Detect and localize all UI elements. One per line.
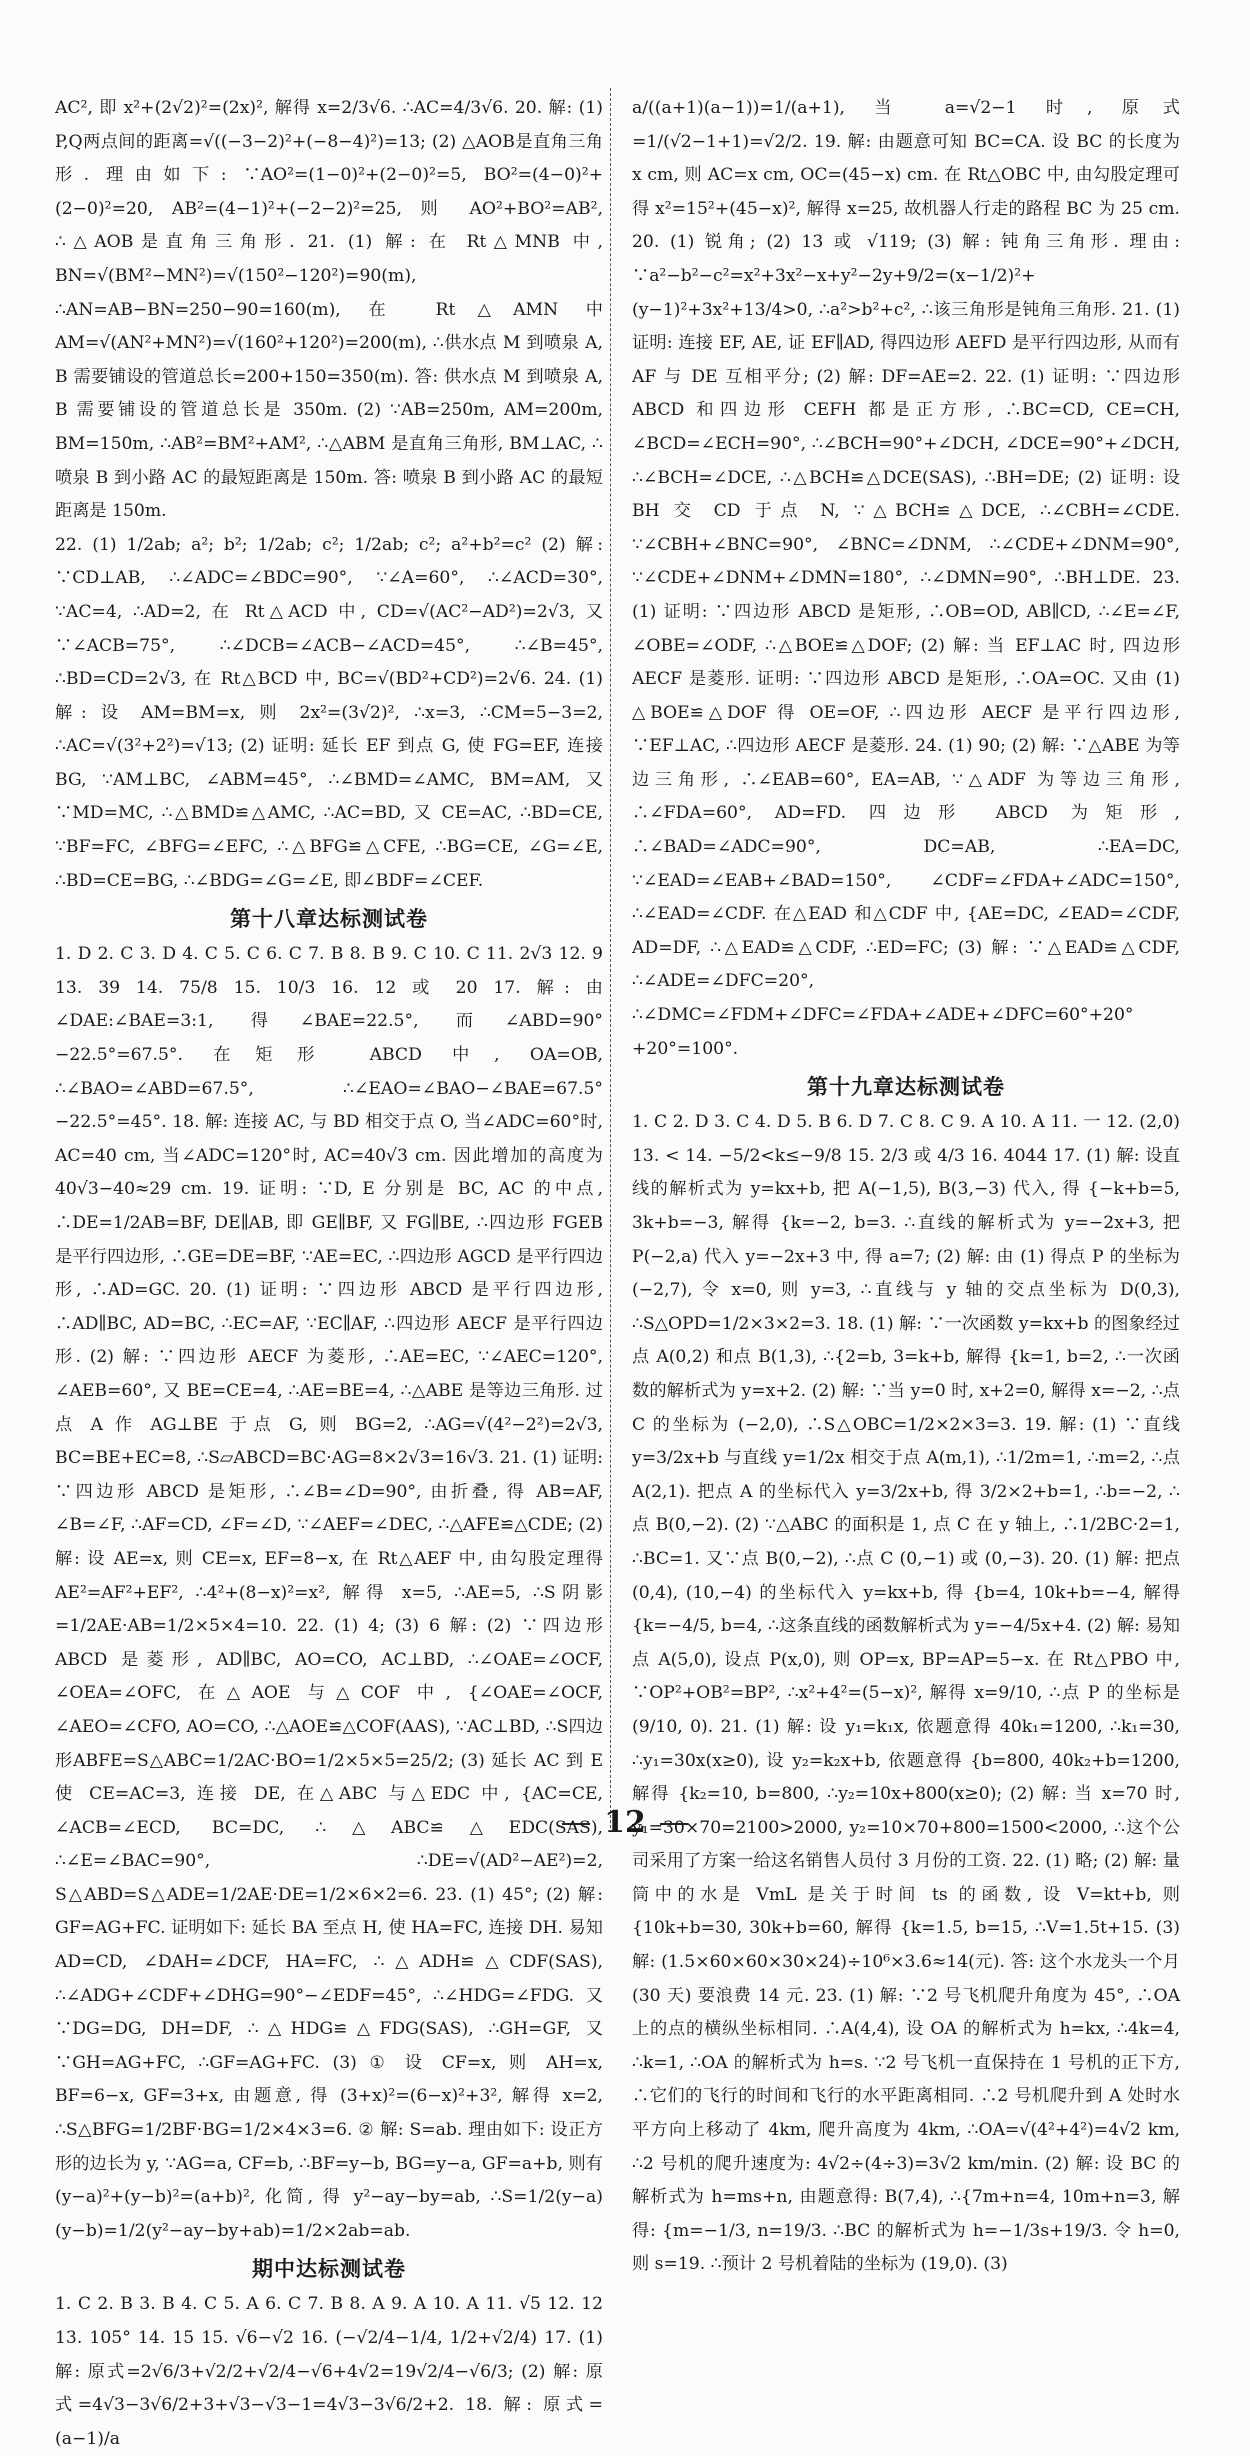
section-title: 期中达标测试卷 <box>252 2257 406 2282</box>
right-column <box>632 92 1180 2275</box>
answer-block: AC², 即 x²+(2√2)²=(2x)², 解得 x=2/3√6. ∴AC=4/3√6. 20. 解: (1) P,Q两点间的距离=√((−3−2)²+(−8−4)²)=13; (2) △AOB是直角三角形. 理由如下: ∵AO²=(1−0)²+(2−0)²=5, BO²=(4−0)²+(2−0)²=20, AB²=(4−1)²+(−2−2)²=25, 则 AO²+BO²=AB², ∴△AOB是直角三角形. 21. (1) 解: 在 Rt△MNB 中, BN=√(BM²−MN²)=√(150²−120²)=90(m), ∴AN=AB−BN=250−90=160(m), 在 Rt△AMN 中 AM=√(AN²+MN²)=√(160²+120²)=200(m), ∴供水点 M 到喷泉 A, B 需要铺设的管道总长=200+150=350(m). 答: 供水点 M 到喷泉 A, B 需要铺设的管道总长是 350m. (2) ∵AB=250m, AM=200m, BM=150m, ∴AB²=BM²+AM², ∴△ABM 是直角三角形, BM⊥AC, ∴喷泉 B 到小路 AC 的最短距离是 150m. 答: 喷泉 B 到小路 AC 的最短距离是 150m. <box>55 98 603 522</box>
column-divider <box>610 88 611 1828</box>
section-title: 第十八章达标测试卷 <box>230 907 428 932</box>
left-column <box>55 92 603 2449</box>
section-title: 第十九章达标测试卷 <box>807 1075 1005 1100</box>
answer-block: 1. C 2. D 3. C 4. D 5. B 6. D 7. C 8. C 9. A 10. A 11. 一 12. (2,0) 13. < 14. −5/2<k≤−9/8 15. 2/3 或 4/3 16. 4044 17. (1) 解: 设直线的解析式为 y=kx+b, 把 A(−1,5), B(3,−3) 代入, 得 {−k+b=5, 3k+b=−3, 解得 {k=−2, b=3. ∴直线的解析式为 y=−2x+3, 把 P(−2,a) 代入 y=−2x+3 中, 得 a=7; (2) 解: 由 (1) 得点 P 的坐标为 (−2,7), 令 x=0, 则 y=3, ∴直线与 y 轴的交点坐标为 D(0,3), ∴S△OPD=1/2×3×2=3. 18. (1) 解: ∵一次函数 y=kx+b 的图象经过点 A(0,2) 和点 B(1,3), ∴{2=b, 3=k+b, 解得 {k=1, b=2, ∴一次函数的解析式为 y=x+2. (2) 解: ∵当 y=0 时, x+2=0, 解得 x=−2, ∴点 C 的坐标为 (−2,0), ∴S△OBC=1/2×2×3=3. 19. 解: (1) ∵直线 y=3/2x+b 与直线 y=1/2x 相交于点 A(m,1), ∴1/2m=1, ∴m=2, ∴点 A(2,1). 把点 A 的坐标代入 y=3/2x+b, 得 3/2×2+b=1, ∴b=−2, ∴点 B(0,−2). (2) ∵△ABC 的面积是 1, 点 C 在 y 轴上, ∴1/2BC·2=1, ∴BC=1. 又∵点 B(0,−2), ∴点 C (0,−1) 或 (0,−3). 20. (1) 解: 把点 (0,4), (10,−4) 的坐标代入 y=kx+b, 得 {b=4, 10k+b=−4, 解得 {k=−4/5, b=4, ∴这条直线的函数解析式为 y=−4/5x+4. (2) 解: 易知点 A(5,0), 设点 P(x,0), 则 OP=x, BP=AP=5−x. 在 Rt△PBO 中, ∵OP²+OB²=BP², ∴x²+4²=(5−x)², 解得 x=9/10, ∴点 P 的坐标是 (9/10, 0). 21. (1) 解: 设 y₁=k₁x, 依题意得 40k₁=1200, ∴k₁=30, ∴y₁=30x(x≥0), 设 y₂=k₂x+b, 依题意得 {b=800, 40k₂+b=1200, 解得 {k₂=10, b=800, ∴y₂=10x+800(x≥0); (2) 解: 当 x=70 时, y₁=30×70=2100>2000, y₂=10×70+800=1500<2000, ∴这个公司采用了方案一给这名销售人员付 3 月份的工资. 22. (1) 略; (2) 解: 量筒中的水是 VmL 是关于时间 ts 的函数, 设 V=kt+b, 则 {10k+b=30, 30k+b=60, 解得 {k=1.5, b=15, ∴V=1.5t+15. (3) 解: (1.5×60×60×30×24)÷10⁶×3.6≈14(元). 答: 这个水龙头一个月 (30 天) 要浪费 14 元. 23. (1) 解: ∵2 号飞机爬升角度为 45°, ∴OA 上的点的横纵坐标相同. ∴A(4,4), 设 OA 的解析式为 h=kx, ∴4k=4, ∴k=1, ∴OA 的解析式为 h=s. ∵2 号飞机一直保持在 1 号机的正下方, ∴它们的飞行的时间和飞行的水平距离相同. ∴2 号机爬升到 A 处时水平方向上移动了 4km, 爬升高度为 4km, ∴OA=√(4²+4²)=4√2 km, ∴2 号机的爬升速度为: 4√2÷(4÷3)=3√2 km/min. (2) 解: 设 BC 的解析式为 h=ms+n, 由题意得: B(7,4), ∴{7m+n=4, 10m+n=3, 解得: {m=−1/3, n=19/3. ∴BC 的解析式为 h=−1/3s+19/3. 令 h=0, 则 s=19. ∴预计 2 号机着陆的坐标为 (19,0). (3) <box>632 1112 1180 2275</box>
page-number-dash-right <box>660 1823 688 1825</box>
page-number <box>0 1805 1250 1840</box>
page-number-dash-left <box>562 1823 590 1825</box>
answer-block: 22. (1) 1/2ab; a²; b²; 1/2ab; c²; 1/2ab; c²; a²+b²=c² (2) 解: ∵CD⊥AB, ∴∠ADC=∠BDC=90°, ∵∠A=60°, ∴∠ACD=30°, ∵AC=4, ∴AD=2, 在 Rt△ACD 中, CD=√(AC²−AD²)=2√3, 又∵∠ACB=75°, ∴∠DCB=∠ACB−∠ACD=45°, ∴∠B=45°, ∴BD=CD=2√3, 在 Rt△BCD 中, BC=√(BD²+CD²)=2√6. 24. (1) 解: 设 AM=BM=x, 则 2x²=(3√2)², ∴x=3, ∴CM=5−3=2, ∴AC=√(3²+2²)=√13; (2) 证明: 延长 EF 到点 G, 使 FG=EF, 连接 BG, ∵AM⊥BC, ∠ABM=45°, ∴∠BMD=∠AMC, BM=AM, 又∵MD=MC, ∴△BMD≌△AMC, ∴AC=BD, 又 CE=AC, ∴BD=CE, ∵BF=FC, ∠BFG=∠EFC, ∴△BFG≌△CFE, ∴BG=CE, ∠G=∠E, ∴BD=CE=BG, ∴∠BDG=∠G=∠E, 即∠BDF=∠CEF. <box>55 534 603 891</box>
answer-block: 1. D 2. C 3. D 4. C 5. C 6. C 7. B 8. B 9. C 10. C 11. 2√3 12. 9 13. 39 14. 75/8 15. 10/3 16. 12 或 20 17. 解: 由∠DAE:∠BAE=3:1, 得∠BAE=22.5°, 而∠ABD=90°−22.5°=67.5°. 在矩形 ABCD 中, OA=OB, ∴∠BAO=∠ABD=67.5°, ∴∠EAO=∠BAO−∠BAE=67.5°−22.5°=45°. 18. 解: 连接 AC, 与 BD 相交于点 O, 当∠ADC=60°时, AC=40 cm, 当∠ADC=120°时, AC=40√3 cm. 因此增加的高度为 40√3−40≈29 cm. 19. 证明: ∵D, E 分别是 BC, AC 的中点, ∴DE=1/2AB=BF, DE∥AB, 即 GE∥BF, 又 FG∥BE, ∴四边形 FGEB 是平行四边形, ∴GE=DE=BF, ∵AE=EC, ∴四边形 AGCD 是平行四边形, ∴AD=GC. 20. (1) 证明: ∵四边形 ABCD 是平行四边形, ∴AD∥BC, AD=BC, ∴EC=AF, ∵EC∥AF, ∴四边形 AECF 是平行四边形. (2) 解: ∵四边形 AECF 为菱形, ∴AE=EC, ∵∠AEC=120°, ∠AEB=60°, 又 BE=CE=4, ∴AE=BE=4, ∴△ABE 是等边三角形. 过点 A 作 AG⊥BE 于点 G, 则 BG=2, ∴AG=√(4²−2²)=2√3, BC=BE+EC=8, ∴S▱ABCD=BC·AG=8×2√3=16√3. 21. (1) 证明: ∵四边形 ABCD 是矩形, ∴∠B=∠D=90°, 由折叠, 得 AB=AF, ∠B=∠F, ∴AF=CD, ∠F=∠D, ∵∠AEF=∠DEC, ∴△AFE≌△CDE; (2) 解: 设 AE=x, 则 CE=x, EF=8−x, 在 Rt△AEF 中, 由勾股定理得 AE²=AF²+EF², ∴4²+(8−x)²=x², 解得 x=5, ∴AE=5, ∴S阴影=1/2AE·AB=1/2×5×4=10. 22. (1) 4; (3) 6 解: (2) ∵四边形 ABCD 是菱形, AD∥BC, AO=CO, AC⊥BD, ∴∠OAE=∠OCF, ∠OEA=∠OFC, 在△AOE 与△COF 中, {∠OAE=∠OCF, ∠AEO=∠CFO, AO=CO, ∴△AOE≌△COF(AAS), ∵AC⊥BD, ∴S四边形ABFE=S△ABC=1/2AC·BO=1/2×5×5=25/2; (3) 延长 AC 到 E 使 CE=AC=3, 连接 DE, 在△ABC 与△EDC 中, {AC=CE, ∠ACB=∠ECD, BC=DC, ∴△ABC≌△EDC(SAS), ∴∠E=∠BAC=90°, ∴DE=√(AD²−AE²)=2, S△ABD=S△ADE=1/2AE·DE=1/2×6×2=6. 23. (1) 45°; (2) 解: GF=AG+FC. 证明如下: 延长 BA 至点 H, 使 HA=FC, 连接 DH. 易知 AD=CD, ∠DAH=∠DCF, HA=FC, ∴△ADH≌△CDF(SAS), ∴∠ADG+∠CDF+∠DHG=90°−∠EDF=45°, ∴∠HDG=∠FDG. 又∵DG=DG, DH=DF, ∴△HDG≌△FDG(SAS), ∴GH=GF, 又∵GH=AG+FC, ∴GF=AG+FC. (3) ① 设 CF=x, 则 AH=x, BF=6−x, GF=3+x, 由题意, 得 (3+x)²=(6−x)²+3², 解得 x=2, ∴S△BFG=1/2BF·BG=1/2×4×3=6. ② 解: S=ab. 理由如下: 设正方形的边长为 y, ∵AG=a, CF=b, ∴BF=y−b, BG=y−a, GF=a+b, 则有 (y−a)²+(y−b)²=(a+b)², 化简, 得 y²−ay−by=ab, ∴S=1/2(y−a)(y−b)=1/2(y²−ay−by+ab)=1/2×2ab=ab. <box>55 944 603 2241</box>
answer-block: a/((a+1)(a−1))=1/(a+1), 当 a=√2−1 时, 原式=1/(√2−1+1)=√2/2. 19. 解: 由题意可知 BC=CA. 设 BC 的长度为 x cm, 则 AC=x cm, OC=(45−x) cm. 在 Rt△OBC 中, 由勾股定理可得 x²=15²+(45−x)², 解得 x=25, 故机器人行走的路程 BC 为 25 cm. 20. (1) 锐角; (2) 13 或 √119; (3) 解: 钝角三角形. 理由: ∵a²−b²−c²=x²+3x²−x+y²−2y+9/2=(x−1/2)²+(y−1)²+3x²+13/4>0, ∴a²>b²+c², ∴该三角形是钝角三角形. 21. (1) 证明: 连接 EF, AE, 证 EF∥AD, 得四边形 AEFD 是平行四边形, 从而有 AF 与 DE 互相平分; (2) 解: DF=AE=2. 22. (1) 证明: ∵四边形 ABCD 和四边形 CEFH 都是正方形, ∴BC=CD, CE=CH, ∠BCD=∠ECH=90°, ∴∠BCH=90°+∠DCH, ∠DCE=90°+∠DCH, ∴∠BCH=∠DCE, ∴△BCH≌△DCE(SAS), ∴BH=DE; (2) 证明: 设 BH 交 CD 于点 N, ∵△BCH≌△DCE, ∴∠CBH=∠CDE. ∵∠CBH+∠BNC=90°, ∠BNC=∠DNM, ∴∠CDE+∠DNM=90°, ∵∠CDE+∠DNM+∠DMN=180°, ∴∠DMN=90°, ∴BH⊥DE. 23. (1) 证明: ∵四边形 ABCD 是矩形, ∴OB=OD, AB∥CD, ∴∠E=∠F, ∠OBE=∠ODF, ∴△BOE≌△DOF; (2) 解: 当 EF⊥AC 时, 四边形 AECF 是菱形. 证明: ∵四边形 ABCD 是矩形, ∴OA=OC. 又由 (1) △BOE≌△DOF 得 OE=OF, ∴四边形 AECF 是平行四边形, ∵EF⊥AC, ∴四边形 AECF 是菱形. 24. (1) 90; (2) 解: ∵△ABE 为等边三角形, ∴∠EAB=60°, EA=AB, ∵△ADF 为等边三角形, ∴∠FDA=60°, AD=FD. 四边形 ABCD 为矩形, ∴∠BAD=∠ADC=90°, DC=AB, ∴EA=DC, ∵∠EAD=∠EAB+∠BAD=150°, ∠CDF=∠FDA+∠ADC=150°, ∴∠EAD=∠CDF. 在△EAD 和△CDF 中, {AE=DC, ∠EAD=∠CDF, AD=DF, ∴△EAD≌△CDF, ∴ED=FC; (3) 解: ∵△EAD≌△CDF, ∴∠ADE=∠DFC=20°, ∴∠DMC=∠FDM+∠DFC=∠FDA+∠ADE+∠DFC=60°+20°+20°=100°. <box>632 98 1180 1059</box>
answer-block: 1. C 2. B 3. B 4. C 5. A 6. C 7. B 8. A 9. A 10. A 11. √5 12. 12 13. 105° 14. 15 15. √6−√2 16. (−√2/4−1/4, 1/2+√2/4) 17. (1) 解: 原式=2√6/3+√2/2+√2/4−√6+4√2=19√2/4−√6/3; (2) 解: 原式=4√3−3√6/2+3+√3−√3−1=4√3−3√6/2+2. 18. 解: 原式=(a−1)/a <box>55 2294 603 2449</box>
page-number-value: 12 <box>604 1805 646 1840</box>
